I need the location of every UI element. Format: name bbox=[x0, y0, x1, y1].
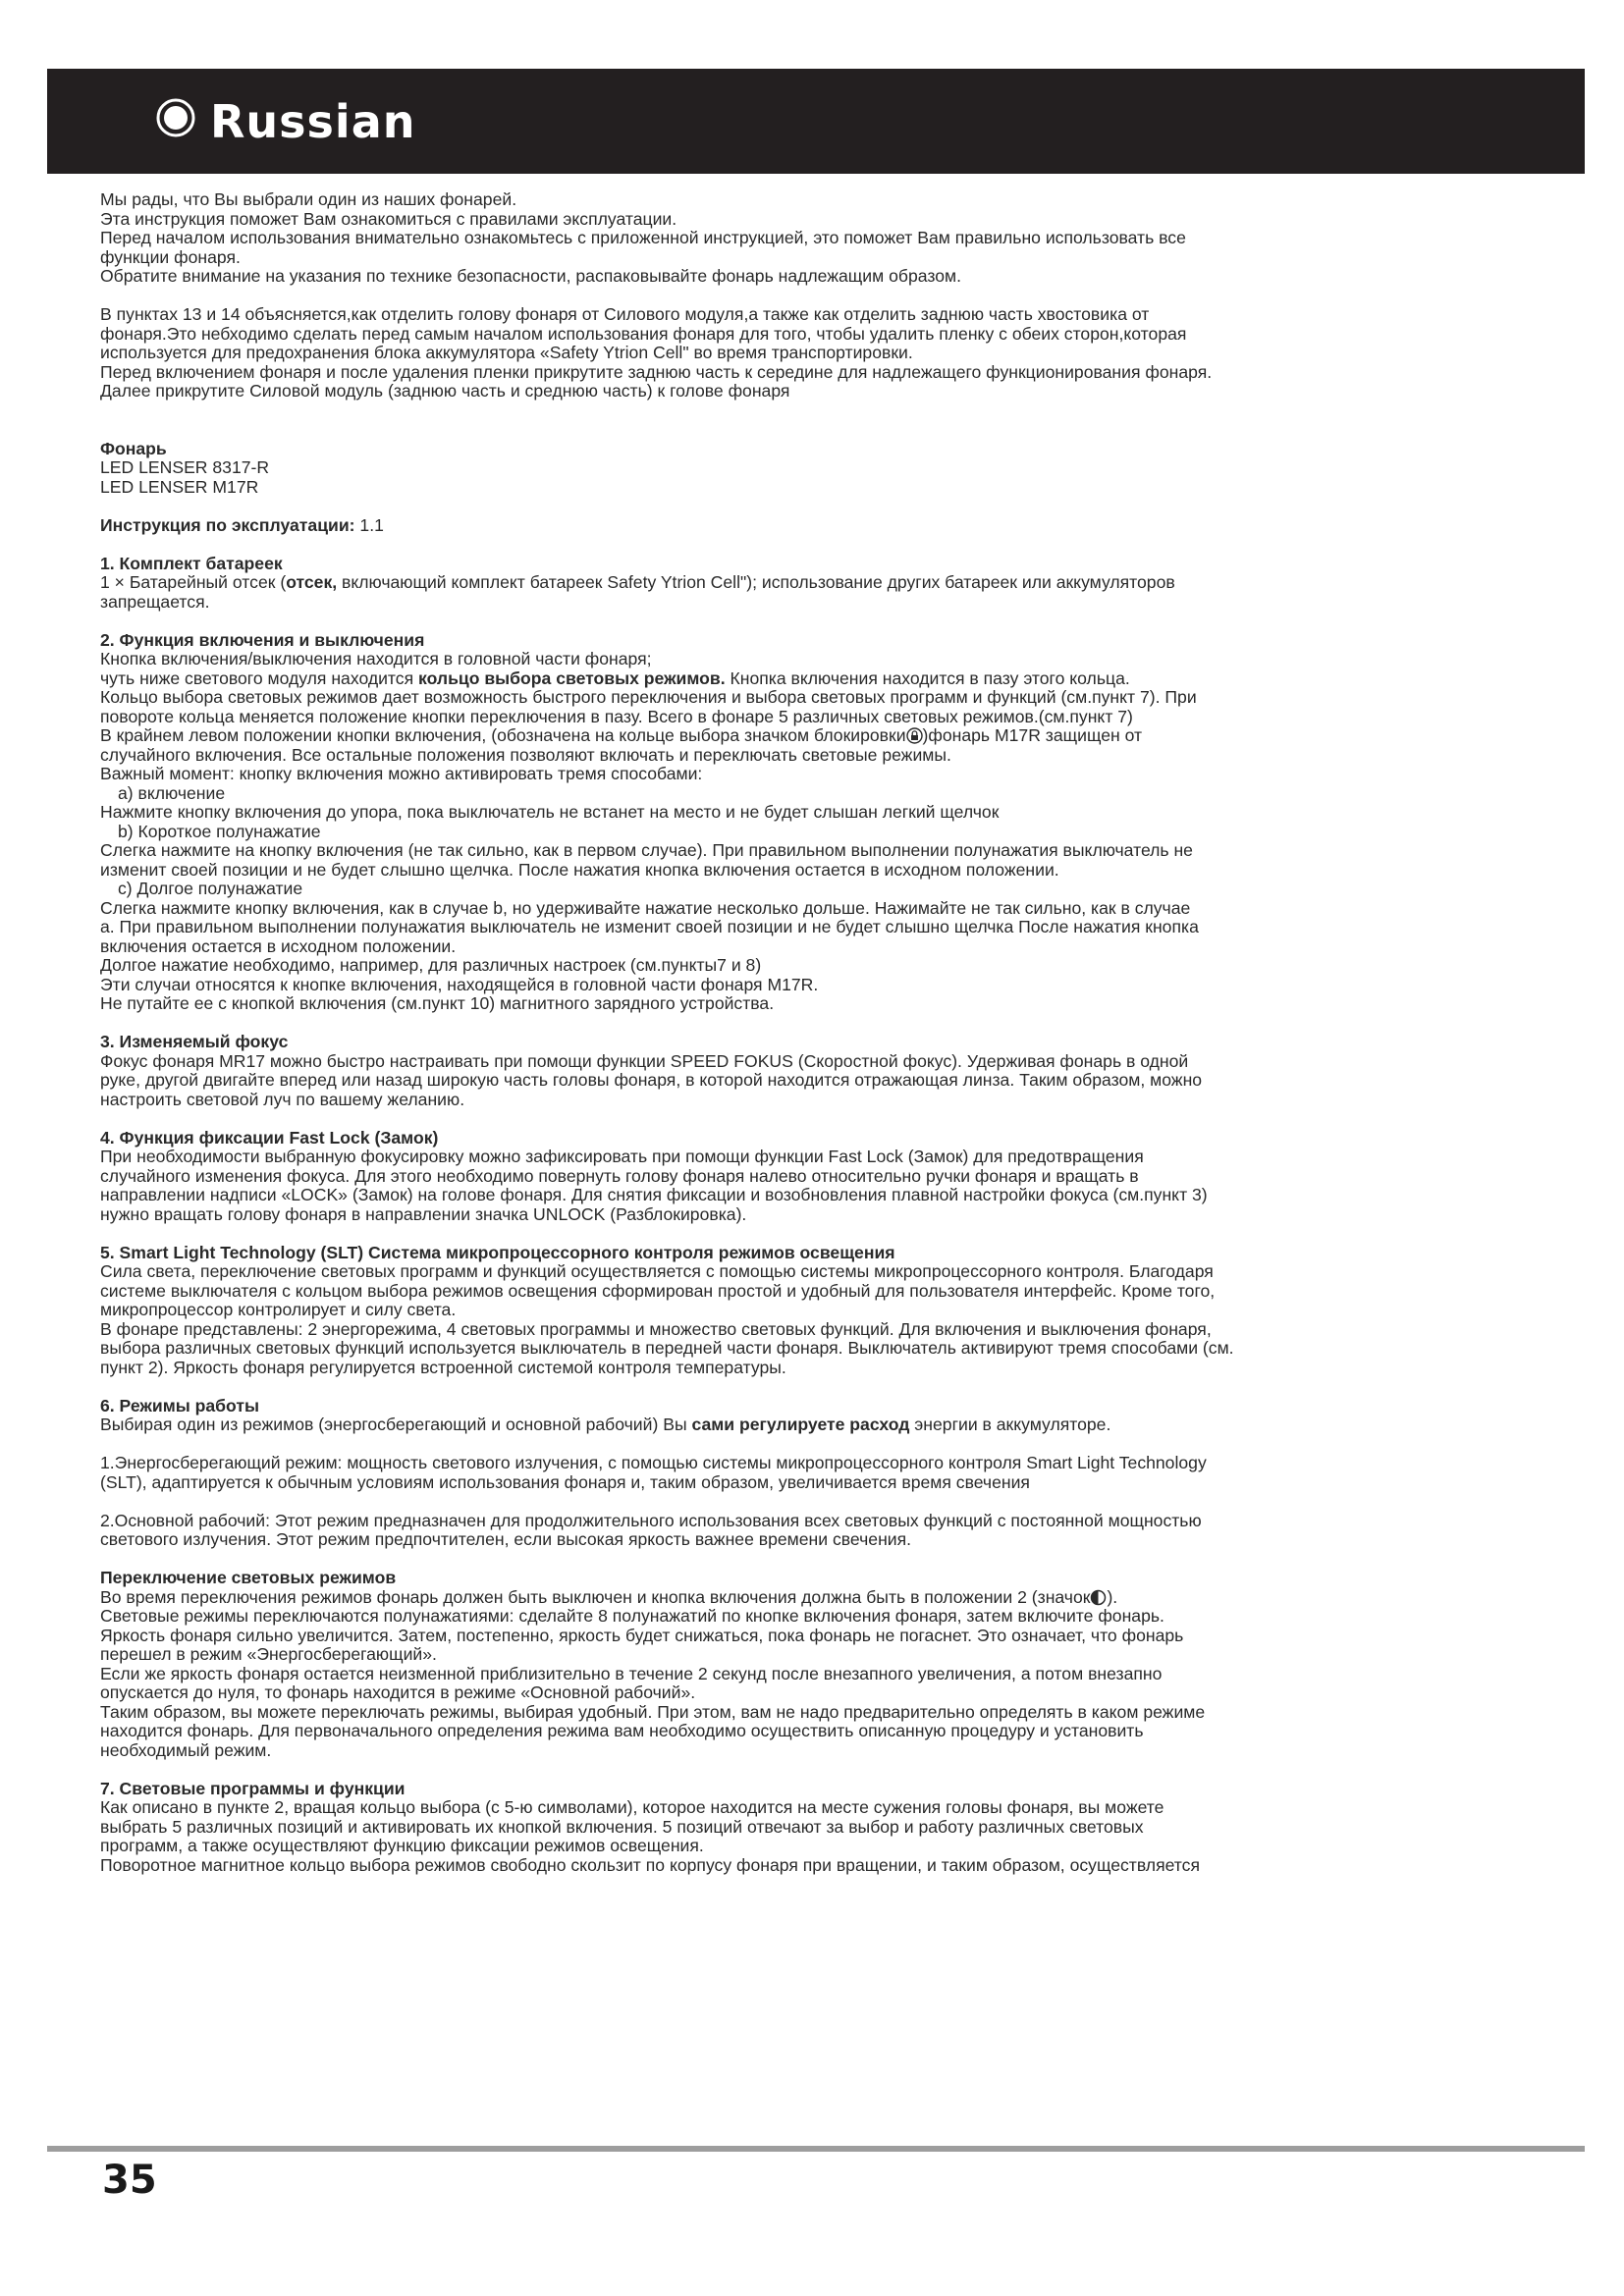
section-heading: 4. Функция фиксации Fast Lock (Замок) bbox=[100, 1127, 439, 1148]
section-4 bbox=[100, 1129, 1542, 1225]
section-line: выбора различных световых функций используется выключатель в передней части фонаря. Выключатель активируют тремя способами (см. bbox=[100, 1338, 1234, 1358]
section-heading: 2. Функция включения и выключения bbox=[100, 629, 425, 650]
intro-line: В пунктах 13 и 14 объясняется,как отделить голову фонаря от Силового модуля,а также как отделить заднюю часть хвостовика от bbox=[100, 304, 1150, 324]
section-line: запрещается. bbox=[100, 591, 210, 612]
section-heading: Переключение световых режимов bbox=[100, 1568, 397, 1587]
product-heading: Фонарь bbox=[100, 438, 167, 458]
section-heading: 1. Комплект батареек bbox=[100, 553, 283, 573]
section-line: Эти случаи относятся к кнопке включения, находящейся в головной части фонаря M17R. bbox=[100, 974, 819, 994]
section-line: Если же яркость фонаря остается неизменной приблизительно в течение 2 секунд после внезапного увеличения, а потом внезапно bbox=[100, 1663, 1163, 1683]
section-line: Как описано в пункте 2, вращая кольцо выбора (с 5-ю символами), которое находится на месте сужения головы фонаря, вы можете bbox=[100, 1797, 1164, 1817]
section-2 bbox=[100, 631, 1542, 1014]
switching-section bbox=[100, 1569, 1542, 1760]
section-line: руке, другой двигайте вперед или назад широкую часть головы фонаря, в которой находится отражающая линза. Таким образом, можно bbox=[100, 1070, 1203, 1090]
section-line: При необходимости выбранную фокусировку можно зафиксировать при помощи функции Fast Lock (Замок) для предотвращения bbox=[100, 1147, 1144, 1166]
section-line: пункт 2). Яркость фонаря регулируется встроенной системой контроля температуры. bbox=[100, 1357, 786, 1377]
section-5 bbox=[100, 1244, 1542, 1378]
section-1 bbox=[100, 555, 1542, 613]
section-line: Выбирая один из режимов (энергосберегающий и основной рабочий) Вы сами регулируете расход энергии в аккумуляторе. bbox=[100, 1415, 1111, 1434]
section-line: перешел в режим «Энергосберегающий». bbox=[100, 1644, 437, 1664]
section-line: 1 × Батарейный отсек (отсек, включающий комплект батареек Safety Ytrion Cell"); использование других батареек или аккумуляторов bbox=[100, 572, 1175, 592]
section-line: (SLT), адаптируется к обычным условиям использования фонаря и, таким образом, увеличивается время свечения bbox=[100, 1471, 1030, 1492]
section-line: Нажмите кнопку включения до упора, пока выключатель не встанет на место и не будет слышан легкий щелчок bbox=[100, 802, 1000, 822]
product-section bbox=[100, 440, 1542, 498]
section-line: нужно вращать голову фонаря в направлении значка UNLOCK (Разблокировка). bbox=[100, 1203, 747, 1224]
section-line: случайного изменения фокуса. Для этого необходимо повернуть голову фонаря налево относительно ручки фонаря и вращать в bbox=[100, 1165, 1139, 1186]
section-line: Слегка нажмите на кнопку включения (не так сильно, как в первом случае). При правильном выполнении полунажатия выключатель не bbox=[100, 840, 1193, 860]
intro-line: Далее прикрутите Силовой модуль (заднюю часть и среднюю часть) к голове фонаря bbox=[100, 381, 790, 400]
section-line: повороте кольца меняется положение кнопки переключения в пазу. Всего в фонаре 5 различных световых режимов.(см.пункт 7) bbox=[100, 706, 1133, 726]
section-line: изменит своей позиции и не будет слышно щелчка. После нажатия кнопка включения остается в исходном положении. bbox=[100, 859, 1059, 880]
section-line: микропроцессор контролирует и силу света. bbox=[100, 1300, 457, 1319]
section-line: 2.Основной рабочий: Этот режим предназначен для продолжительного использования всех световых функций с постоянной мощностью bbox=[100, 1510, 1202, 1530]
section-line: Фокус фонаря MR17 можно быстро настраивать при помощи функции SPEED FOKUS (Скоростной фокус). Удерживая фонарь в одной bbox=[100, 1050, 1189, 1071]
intro-line: Перед включением фонаря и после удаления пленки прикрутите заднюю часть к середине для надлежащего функционирования фонаря. bbox=[100, 361, 1213, 382]
section-line: В крайнем левом положении кнопки включения, (обозначена на кольце выбора значком блокировки )фонарь M17R защищен от bbox=[100, 725, 1143, 745]
manual-version-value: 1.1 bbox=[354, 514, 384, 535]
section-line: опускается до нуля, то фонарь находится в режиме «Основной рабочий». bbox=[100, 1682, 696, 1702]
section-line: Кнопка включения/выключения находится в головной части фонаря; bbox=[100, 649, 652, 668]
section-line: Важный момент: кнопку включения можно активировать тремя способами: bbox=[100, 764, 703, 783]
section-heading: 7. Световые программы и функции bbox=[100, 1778, 406, 1798]
section-3 bbox=[100, 1033, 1542, 1109]
section-line: выбрать 5 различных позиций и активировать их кнопкой включения. 5 позиций отвечают за выбор и работу различных световых bbox=[100, 1816, 1144, 1837]
section-line: Слегка нажмите кнопку включения, как в случае b, но удерживайте нажатие несколько дольше. Нажимайте не так сильно, как в случае bbox=[100, 897, 1191, 918]
section-line: Не путайте ее с кнопкой включения (см.пункт 10) магнитного зарядного устройства. bbox=[100, 993, 775, 1013]
section-line: направлении надписи «LOCK» (Замок) на голове фонаря. Для снятия фиксации и возобновления плавной настройки фокуса (см.пункт 3) bbox=[100, 1185, 1208, 1204]
product-model: LED LENSER 8317-R bbox=[100, 457, 270, 477]
section-line: системе выключателя с кольцом выбора режимов освещения сформирован простой и удобный для пользователя интерфейс. Кроме того, bbox=[100, 1280, 1216, 1301]
section-line: настроить световой луч по вашему желанию. bbox=[100, 1089, 465, 1109]
manual-version-label: Инструкция по эксплуатации: bbox=[100, 514, 355, 535]
section-line: Яркость фонаря сильно увеличится. Затем, постепенно, яркость будет снижаться, пока фонарь не погаснет. Это означает, что фонарь bbox=[100, 1625, 1184, 1645]
section-line: Световые режимы переключаются полунажатиями: сделайте 8 полунажатий по кнопке включения фонаря, затем включите фонарь. bbox=[100, 1606, 1164, 1626]
section-heading: 3. Изменяемый фокус bbox=[100, 1032, 289, 1051]
section-line: Кольцо выбора световых режимов дает возможность быстрого переключения и выбора световых программ и функций (см.пункт 7). При bbox=[100, 687, 1197, 707]
section-7 bbox=[100, 1780, 1542, 1876]
manual-version bbox=[100, 516, 1542, 536]
section-line: Во время переключения режимов фонарь должен быть выключен и кнопка включения должна быть в положении 2 (значок ). bbox=[100, 1586, 1118, 1607]
section-line: светового излучения. Этот режим предпочтителен, если высокая яркость важнее времени свечения. bbox=[100, 1529, 912, 1549]
option-label: a) включение bbox=[118, 782, 226, 803]
section-line: Таким образом, вы можете переключать режимы, выбирая удобный. При этом, вам не надо предварительно определять в каком режиме bbox=[100, 1701, 1206, 1722]
page-number: 35 bbox=[102, 2158, 157, 2203]
section-heading: 6. Режимы работы bbox=[100, 1395, 259, 1415]
intro-line: Обратите внимание на указания по технике безопасности, распаковывайте фонарь надлежащим образом. bbox=[100, 266, 961, 286]
section-heading: 5. Smart Light Technology (SLT) Система микропроцессорного контроля режимов освещения bbox=[100, 1242, 895, 1262]
section-line: В фонаре представлены: 2 энергорежима, 4 световых программы и множество световых функций. Для включения и выключения фонаря, bbox=[100, 1318, 1212, 1339]
section-6 bbox=[100, 1397, 1542, 1550]
intro-line: Перед началом использования внимательно ознакомьтесь с приложенной инструкцией, это поможет Вам правильно использовать все bbox=[100, 228, 1186, 247]
language-title: Russian bbox=[210, 94, 416, 148]
section-line: находится фонарь. Для первоначального определения режима вам необходимо осуществить описанную процедуру и установить bbox=[100, 1721, 1144, 1740]
section-line: Долгое нажатие необходимо, например, для различных настроек (см.пункты7 и 8) bbox=[100, 955, 762, 975]
section-line: включения остается в исходном положении. bbox=[100, 935, 457, 956]
intro-line: используется для предохранения блока аккумулятора «Safety Ytrion Cell" во время транспортировки. bbox=[100, 343, 913, 362]
option-label: b) Короткое полунажатие bbox=[118, 821, 321, 841]
section-line: 1.Энергосберегающий режим: мощность светового излучения, с помощью системы микропроцессорного контроля Smart Light Technology bbox=[100, 1453, 1207, 1472]
intro-section bbox=[100, 190, 1542, 401]
manual-text bbox=[100, 190, 1542, 1875]
intro-line: функции фонаря. bbox=[100, 246, 241, 267]
section-line: Поворотное магнитное кольцо выбора режимов свободно скользит по корпусу фонаря при вращении, и таким образом, осуществляется bbox=[100, 1854, 1200, 1875]
intro-line: фонаря.Это небходимо сделать перед самым началом использования фонаря для того, чтобы удалить пленку с обеих сторон,которая bbox=[100, 323, 1187, 344]
section-line: необходимый режим. bbox=[100, 1739, 272, 1760]
target-circle-icon bbox=[155, 97, 196, 138]
section-line: Сила света, переключение световых программ и функций осуществляется с помощью системы микропроцессорного контроля. Благодаря bbox=[100, 1261, 1214, 1281]
section-line: программ, а также осуществляют функцию фиксации режимов освещения. bbox=[100, 1836, 704, 1855]
section-line: случайного включения. Все остальные положения позволяют включать и переключать световые режимы. bbox=[100, 744, 951, 765]
half-circle-icon bbox=[1090, 1589, 1107, 1606]
section-line: a. При правильном выполнении полунажатия выключатель не изменит своей позиции и не будет слышно щелчка После нажатия кнопка bbox=[100, 917, 1199, 936]
intro-line: Мы рады, что Вы выбрали один из наших фонарей. bbox=[100, 189, 517, 209]
language-banner bbox=[47, 69, 1585, 174]
intro-line: Эта инструкция поможет Вам ознакомиться с правилами эксплуатации. bbox=[100, 208, 677, 229]
section-line: чуть ниже светового модуля находится кольцо выбора световых режимов. Кнопка включения находится в пазу этого кольца. bbox=[100, 667, 1130, 688]
lock-icon bbox=[906, 727, 923, 744]
footer-divider bbox=[47, 2146, 1585, 2152]
option-label: c) Долгое полунажатие bbox=[118, 879, 303, 898]
product-model: LED LENSER M17R bbox=[100, 476, 259, 497]
